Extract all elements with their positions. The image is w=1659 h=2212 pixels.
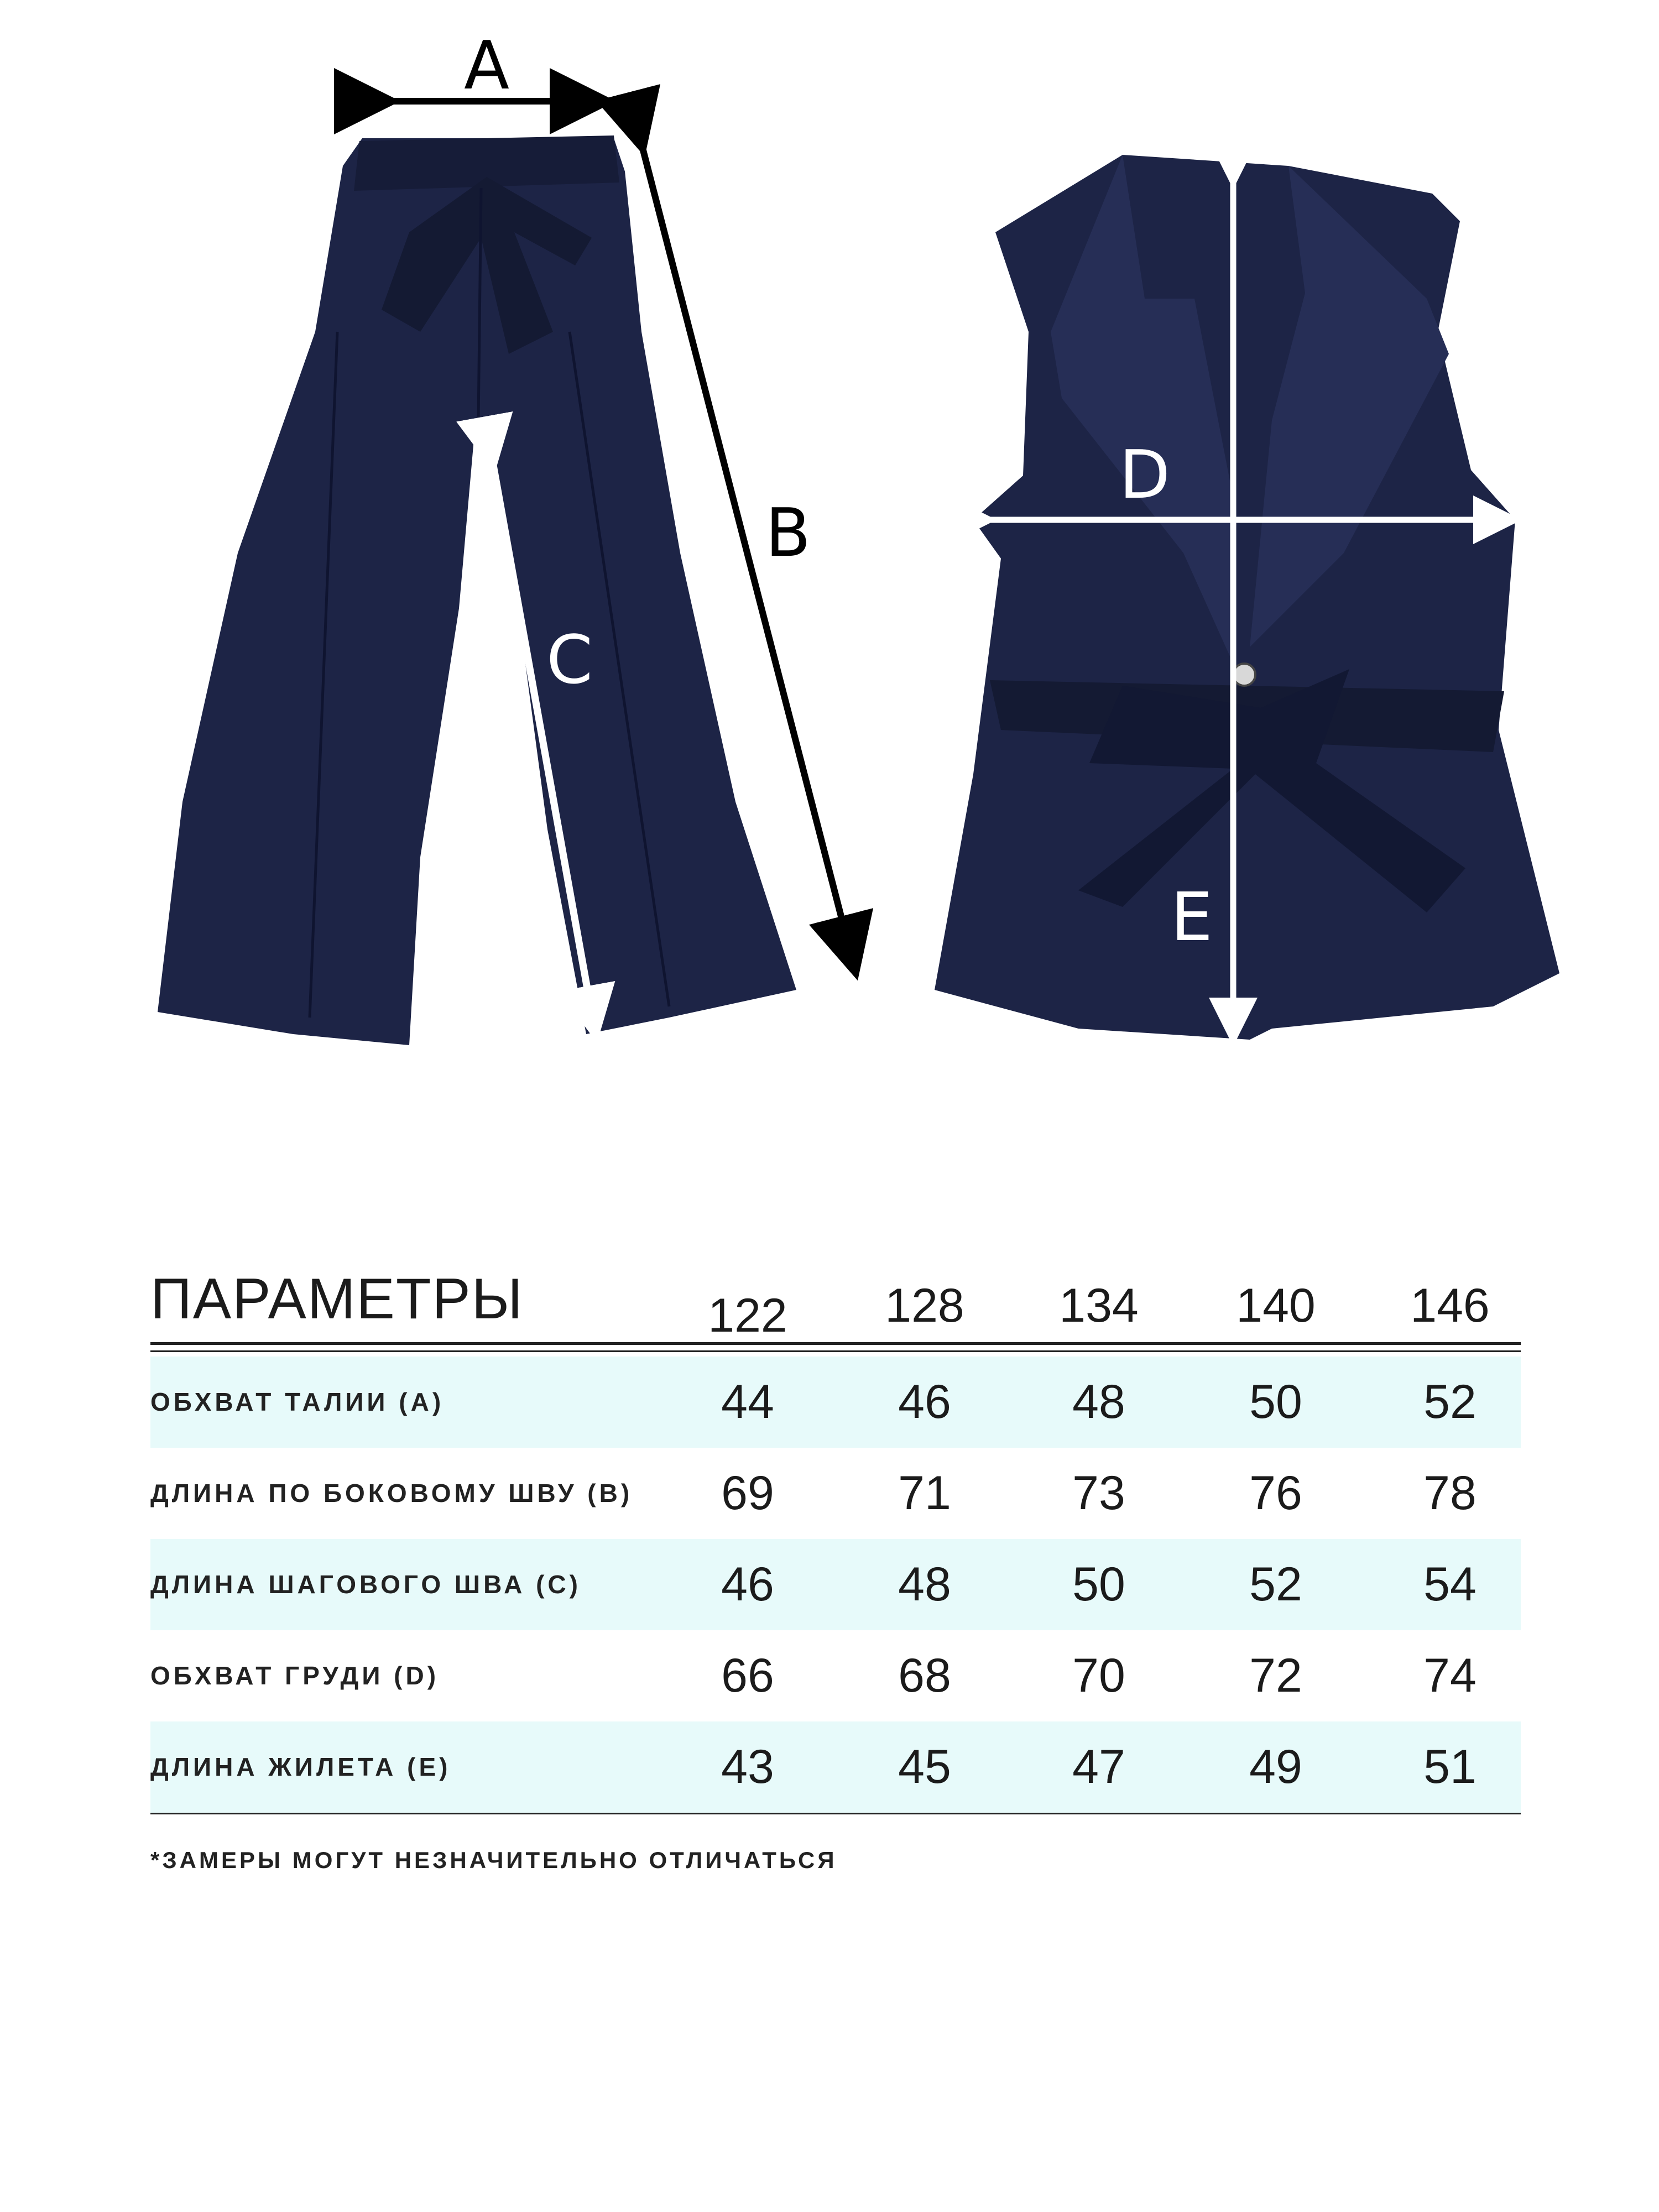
table-cell: 50 (1072, 1558, 1125, 1611)
size-header-134: 134 (1059, 1279, 1139, 1332)
dimension-c-label: C (546, 622, 593, 699)
vest-button (1233, 664, 1255, 686)
table-cell: 78 (1423, 1467, 1477, 1520)
dimension-e-label: E (1171, 879, 1213, 956)
header-divider-bottom (150, 1350, 1521, 1352)
row-label: ДЛИНА ПО БОКОВОМУ ШВУ (В) (150, 1479, 633, 1507)
table-cell: 66 (721, 1649, 774, 1702)
table-cell: 45 (898, 1740, 951, 1793)
table-row (150, 1448, 1521, 1539)
table-cell: 46 (721, 1558, 774, 1611)
measurement-footnote: *ЗАМЕРЫ МОГУТ НЕЗНАЧИТЕЛЬНО ОТЛИЧАТЬСЯ (150, 1847, 837, 1873)
table-cell: 43 (721, 1740, 774, 1793)
table-cell: 46 (898, 1375, 951, 1428)
row-label: ОБХВАТ ГРУДИ (D) (150, 1661, 440, 1690)
table-row (150, 1357, 1521, 1448)
pants-shape (158, 138, 796, 1045)
vest-shape (935, 155, 1559, 1040)
size-header-122: 122 (708, 1289, 787, 1342)
table-cell: 51 (1423, 1740, 1477, 1793)
table-cell: 54 (1423, 1558, 1477, 1611)
vest-illustration (935, 155, 1559, 1040)
table-row (150, 1630, 1521, 1721)
table-cell: 76 (1249, 1467, 1302, 1520)
dimension-b-label: B (765, 495, 811, 572)
table-cell: 48 (898, 1558, 951, 1611)
pants-illustration (158, 135, 796, 1045)
table-cell: 47 (1072, 1740, 1125, 1793)
dimension-d-label: D (1119, 437, 1171, 514)
table-cell: 49 (1249, 1740, 1302, 1793)
table-cell: 52 (1423, 1375, 1477, 1428)
row-label: ДЛИНА ЖИЛЕТА (Е) (150, 1752, 451, 1781)
table-cell: 71 (898, 1467, 951, 1520)
size-header-128: 128 (885, 1279, 964, 1332)
table-cell: 68 (898, 1649, 951, 1702)
table-cell: 72 (1249, 1649, 1302, 1702)
size-header-140: 140 (1236, 1279, 1316, 1332)
dimension-a-label: A (463, 28, 510, 105)
table-cell: 74 (1423, 1649, 1477, 1702)
table-bottom-rule (150, 1813, 1521, 1814)
header-divider-top (150, 1342, 1521, 1345)
row-label: ОБХВАТ ТАЛИИ (А) (150, 1387, 445, 1416)
table-cell: 52 (1249, 1558, 1302, 1611)
table-cell: 50 (1249, 1375, 1302, 1428)
table-cell: 48 (1072, 1375, 1125, 1428)
table-cell: 69 (721, 1467, 774, 1520)
table-cell: 44 (721, 1375, 774, 1428)
table-row (150, 1539, 1521, 1630)
table-cell: 70 (1072, 1649, 1125, 1702)
table-row (150, 1721, 1521, 1813)
size-header-146: 146 (1410, 1279, 1490, 1332)
row-label: ДЛИНА ШАГОВОГО ШВА (С) (150, 1570, 581, 1599)
table-title: ПАРАМЕТРЫ (150, 1267, 524, 1331)
table-cell: 73 (1072, 1467, 1125, 1520)
